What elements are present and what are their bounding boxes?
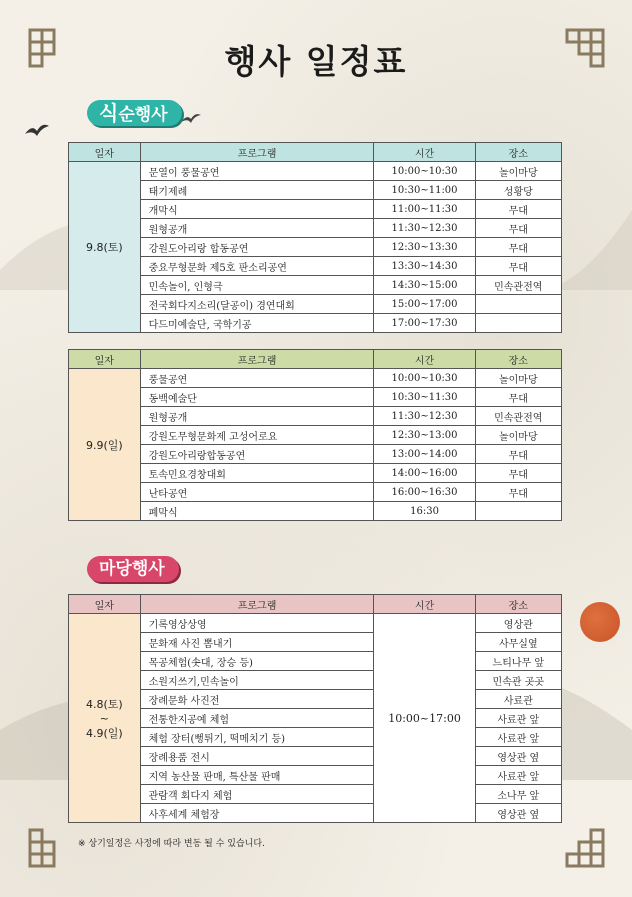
program-cell: 지역 농산물 판매, 특산물 판매 [140, 766, 374, 785]
footnote: ※ 상기일정은 사정에 따라 변동 될 수 있습니다. [78, 839, 265, 849]
time-cell: 11:30~12:30 [374, 407, 475, 426]
table-row [69, 614, 562, 633]
table-row [69, 407, 562, 426]
place-cell: 사료관 앞 [475, 766, 561, 785]
table-header-row [69, 350, 562, 369]
program-cell: 동백예술단 [140, 388, 374, 407]
place-cell: 민속관전역 [475, 276, 561, 295]
table-row [69, 314, 562, 333]
place-cell [475, 502, 561, 521]
program-cell: 원형공개 [140, 407, 374, 426]
program-cell: 토속민요경창대회 [140, 464, 374, 483]
badge-rest-text: 순행사 [118, 105, 168, 125]
section-badge-yard: 마당행사 [87, 556, 179, 582]
program-cell: 장례용품 전시 [140, 747, 374, 766]
header-place: 장소 [475, 595, 561, 614]
table-row [69, 181, 562, 200]
sun-decoration [580, 602, 620, 642]
table-row [69, 633, 562, 652]
table-row [69, 709, 562, 728]
date-cell: 9.9(일) [69, 369, 141, 521]
header-time: 시간 [374, 350, 475, 369]
place-cell: 무대 [475, 238, 561, 257]
place-cell: 느티나무 앞 [475, 652, 561, 671]
lattice-corner-icon [565, 828, 605, 868]
program-cell: 문열이 풍물공연 [140, 162, 374, 181]
table-row [69, 766, 562, 785]
place-cell: 놀이마당 [475, 426, 561, 445]
header-place: 장소 [475, 143, 561, 162]
time-cell: 16:30 [374, 502, 475, 521]
page-title: 행사 일정표 [224, 42, 408, 81]
badge-big-char: 식 [99, 101, 119, 125]
schedule-table-yard [68, 594, 562, 823]
table-row [69, 445, 562, 464]
time-cell: 12:30~13:30 [374, 238, 475, 257]
program-cell: 난타공연 [140, 483, 374, 502]
place-cell [475, 295, 561, 314]
time-cell: 10:00~10:30 [374, 162, 475, 181]
time-cell: 13:00~14:00 [374, 445, 475, 464]
table-row [69, 728, 562, 747]
time-cell: 16:00~16:30 [374, 483, 475, 502]
table-row [69, 257, 562, 276]
program-cell: 전통한지공예 체험 [140, 709, 374, 728]
place-cell: 무대 [475, 257, 561, 276]
place-cell: 무대 [475, 483, 561, 502]
date-cell [69, 614, 141, 823]
program-cell: 개막식 [140, 200, 374, 219]
program-cell: 강원도아리랑 합동공연 [140, 238, 374, 257]
place-cell: 영상관 [475, 614, 561, 633]
program-cell: 원형공개 [140, 219, 374, 238]
time-cell: 10:00~17:00 [374, 614, 475, 823]
header-date: 일자 [69, 350, 141, 369]
program-cell: 기록영상상영 [140, 614, 374, 633]
program-cell: 목공체험(솟대, 장승 등) [140, 652, 374, 671]
program-cell: 태기제례 [140, 181, 374, 200]
place-cell: 소나무 앞 [475, 785, 561, 804]
program-cell: 전국회다지소리(달공이) 경연대회 [140, 295, 374, 314]
time-cell: 15:00~17:00 [374, 295, 475, 314]
time-cell: 11:00~11:30 [374, 200, 475, 219]
table-row [69, 162, 562, 181]
program-cell: 강원도아리랑합동공연 [140, 445, 374, 464]
program-cell: 문화재 사진 뽐내기 [140, 633, 374, 652]
table-row [69, 369, 562, 388]
schedule-table-day2 [68, 349, 562, 521]
place-cell [475, 314, 561, 333]
place-cell: 사료관 앞 [475, 709, 561, 728]
program-cell: 체험 장터(뻥튀기, 떡메치기 등) [140, 728, 374, 747]
table-row [69, 502, 562, 521]
header-time: 시간 [374, 143, 475, 162]
time-cell: 10:00~10:30 [374, 369, 475, 388]
program-cell: 중요무형문화 제5호 판소리공연 [140, 257, 374, 276]
header-program: 프로그램 [140, 143, 374, 162]
program-cell: 다드미예술단, 국학기공 [140, 314, 374, 333]
place-cell: 성황당 [475, 181, 561, 200]
table-row [69, 276, 562, 295]
place-cell: 민속관전역 [475, 407, 561, 426]
program-cell: 장례문화 사진전 [140, 690, 374, 709]
table-row [69, 295, 562, 314]
header-time: 시간 [374, 595, 475, 614]
table-row [69, 426, 562, 445]
table-row [69, 200, 562, 219]
time-cell: 13:30~14:30 [374, 257, 475, 276]
date-start: 4.8(토) [85, 697, 123, 711]
place-cell: 영상관 옆 [475, 747, 561, 766]
table-row [69, 483, 562, 502]
date-cell: 9.8(토) [69, 162, 141, 333]
place-cell: 놀이마당 [475, 162, 561, 181]
table-row [69, 652, 562, 671]
table-header-row [69, 595, 562, 614]
date-end: 4.9(일) [85, 726, 123, 740]
place-cell: 영상관 옆 [475, 804, 561, 823]
table-row [69, 785, 562, 804]
time-cell: 17:00~17:30 [374, 314, 475, 333]
time-cell: 14:30~15:00 [374, 276, 475, 295]
place-cell: 사료관 앞 [475, 728, 561, 747]
program-cell: 소원지쓰기,민속놀이 [140, 671, 374, 690]
table-row [69, 464, 562, 483]
time-cell: 10:30~11:00 [374, 181, 475, 200]
place-cell: 사무실옆 [475, 633, 561, 652]
place-cell: 무대 [475, 388, 561, 407]
place-cell: 무대 [475, 445, 561, 464]
place-cell: 무대 [475, 200, 561, 219]
table-row [69, 804, 562, 823]
table-header-row [69, 143, 562, 162]
time-cell: 14:00~16:00 [374, 464, 475, 483]
place-cell: 민속관 곳곳 [475, 671, 561, 690]
table-row [69, 747, 562, 766]
table-row [69, 690, 562, 709]
bird-icon [24, 122, 50, 138]
place-cell: 놀이마당 [475, 369, 561, 388]
place-cell: 무대 [475, 219, 561, 238]
schedule-table-day1 [68, 142, 562, 333]
header-program: 프로그램 [140, 595, 374, 614]
header-date: 일자 [69, 143, 141, 162]
program-cell: 폐막식 [140, 502, 374, 521]
table-row [69, 388, 562, 407]
place-cell: 무대 [475, 464, 561, 483]
time-cell: 11:30~12:30 [374, 219, 475, 238]
header-place: 장소 [475, 350, 561, 369]
program-cell: 강원도무형문화제 고성어로요 [140, 426, 374, 445]
program-cell: 관람객 회다지 체험 [140, 785, 374, 804]
time-cell: 10:30~11:30 [374, 388, 475, 407]
program-cell: 민속놀이, 인형극 [140, 276, 374, 295]
place-cell: 사료관 [475, 690, 561, 709]
program-cell: 사후세계 체험장 [140, 804, 374, 823]
table-row [69, 671, 562, 690]
lattice-corner-icon [28, 828, 68, 868]
program-cell: 풍물공연 [140, 369, 374, 388]
header-date: 일자 [69, 595, 141, 614]
date-tilde: ~ [99, 711, 109, 725]
table-row [69, 238, 562, 257]
table-row [69, 219, 562, 238]
time-cell: 12:30~13:00 [374, 426, 475, 445]
header-program: 프로그램 [140, 350, 374, 369]
bird-icon [180, 112, 202, 124]
section-badge-ceremony [87, 100, 182, 126]
